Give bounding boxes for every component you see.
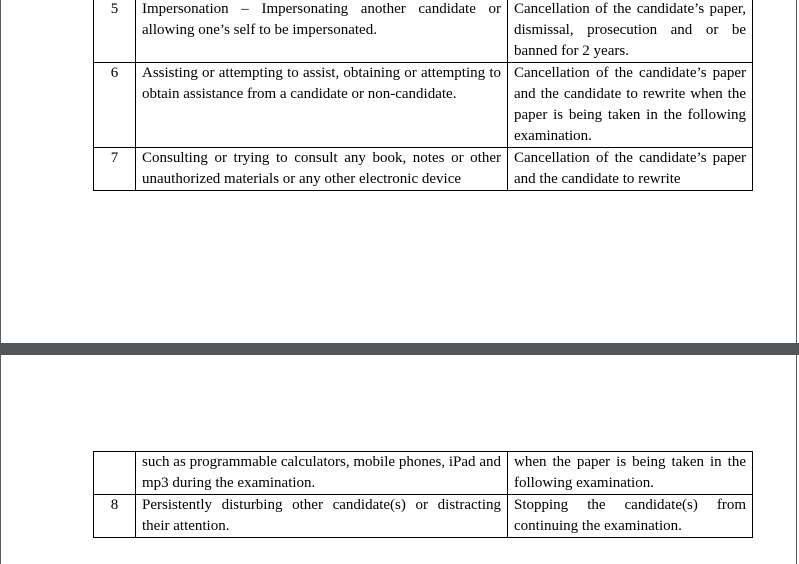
row-number: 5 — [94, 0, 136, 63]
table-row — [94, 63, 753, 148]
penalty-cell: when the paper is being taken in the following examination. — [508, 452, 753, 495]
offence-cell: Consulting or trying to consult any book, notes or other unauthorized materials or any other electronic device — [136, 148, 508, 191]
document-page-2 — [0, 355, 797, 564]
table-row — [94, 148, 753, 191]
penalty-cell: Cancellation of the candidate’s paper and the candidate to rewrite — [508, 148, 753, 191]
page-separator — [0, 343, 799, 355]
penalty-cell: Cancellation of the candidate’s paper and the candidate to rewrite when the paper is being taken in the following examination. — [508, 63, 753, 148]
offences-table-continued — [93, 451, 753, 538]
offences-table — [93, 0, 753, 191]
offence-cell: Impersonation – Impersonating another candidate or allowing one’s self to be impersonated. — [136, 0, 508, 63]
penalty-cell: Cancellation of the candidate’s paper, dismissal, prosecution and or be banned for 2 years. — [508, 0, 753, 63]
row-number — [94, 452, 136, 495]
table-row — [94, 495, 753, 538]
offence-cell: Persistently disturbing other candidate(s) or distracting their attention. — [136, 495, 508, 538]
table-row — [94, 0, 753, 63]
offence-cell: such as programmable calculators, mobile phones, iPad and mp3 during the examination. — [136, 452, 508, 495]
penalty-cell: Stopping the candidate(s) from continuing the examination. — [508, 495, 753, 538]
row-number: 6 — [94, 63, 136, 148]
table-row — [94, 452, 753, 495]
row-number: 8 — [94, 495, 136, 538]
row-number: 7 — [94, 148, 136, 191]
offence-cell: Assisting or attempting to assist, obtaining or attempting to obtain assistance from a candidate or non-candidate. — [136, 63, 508, 148]
